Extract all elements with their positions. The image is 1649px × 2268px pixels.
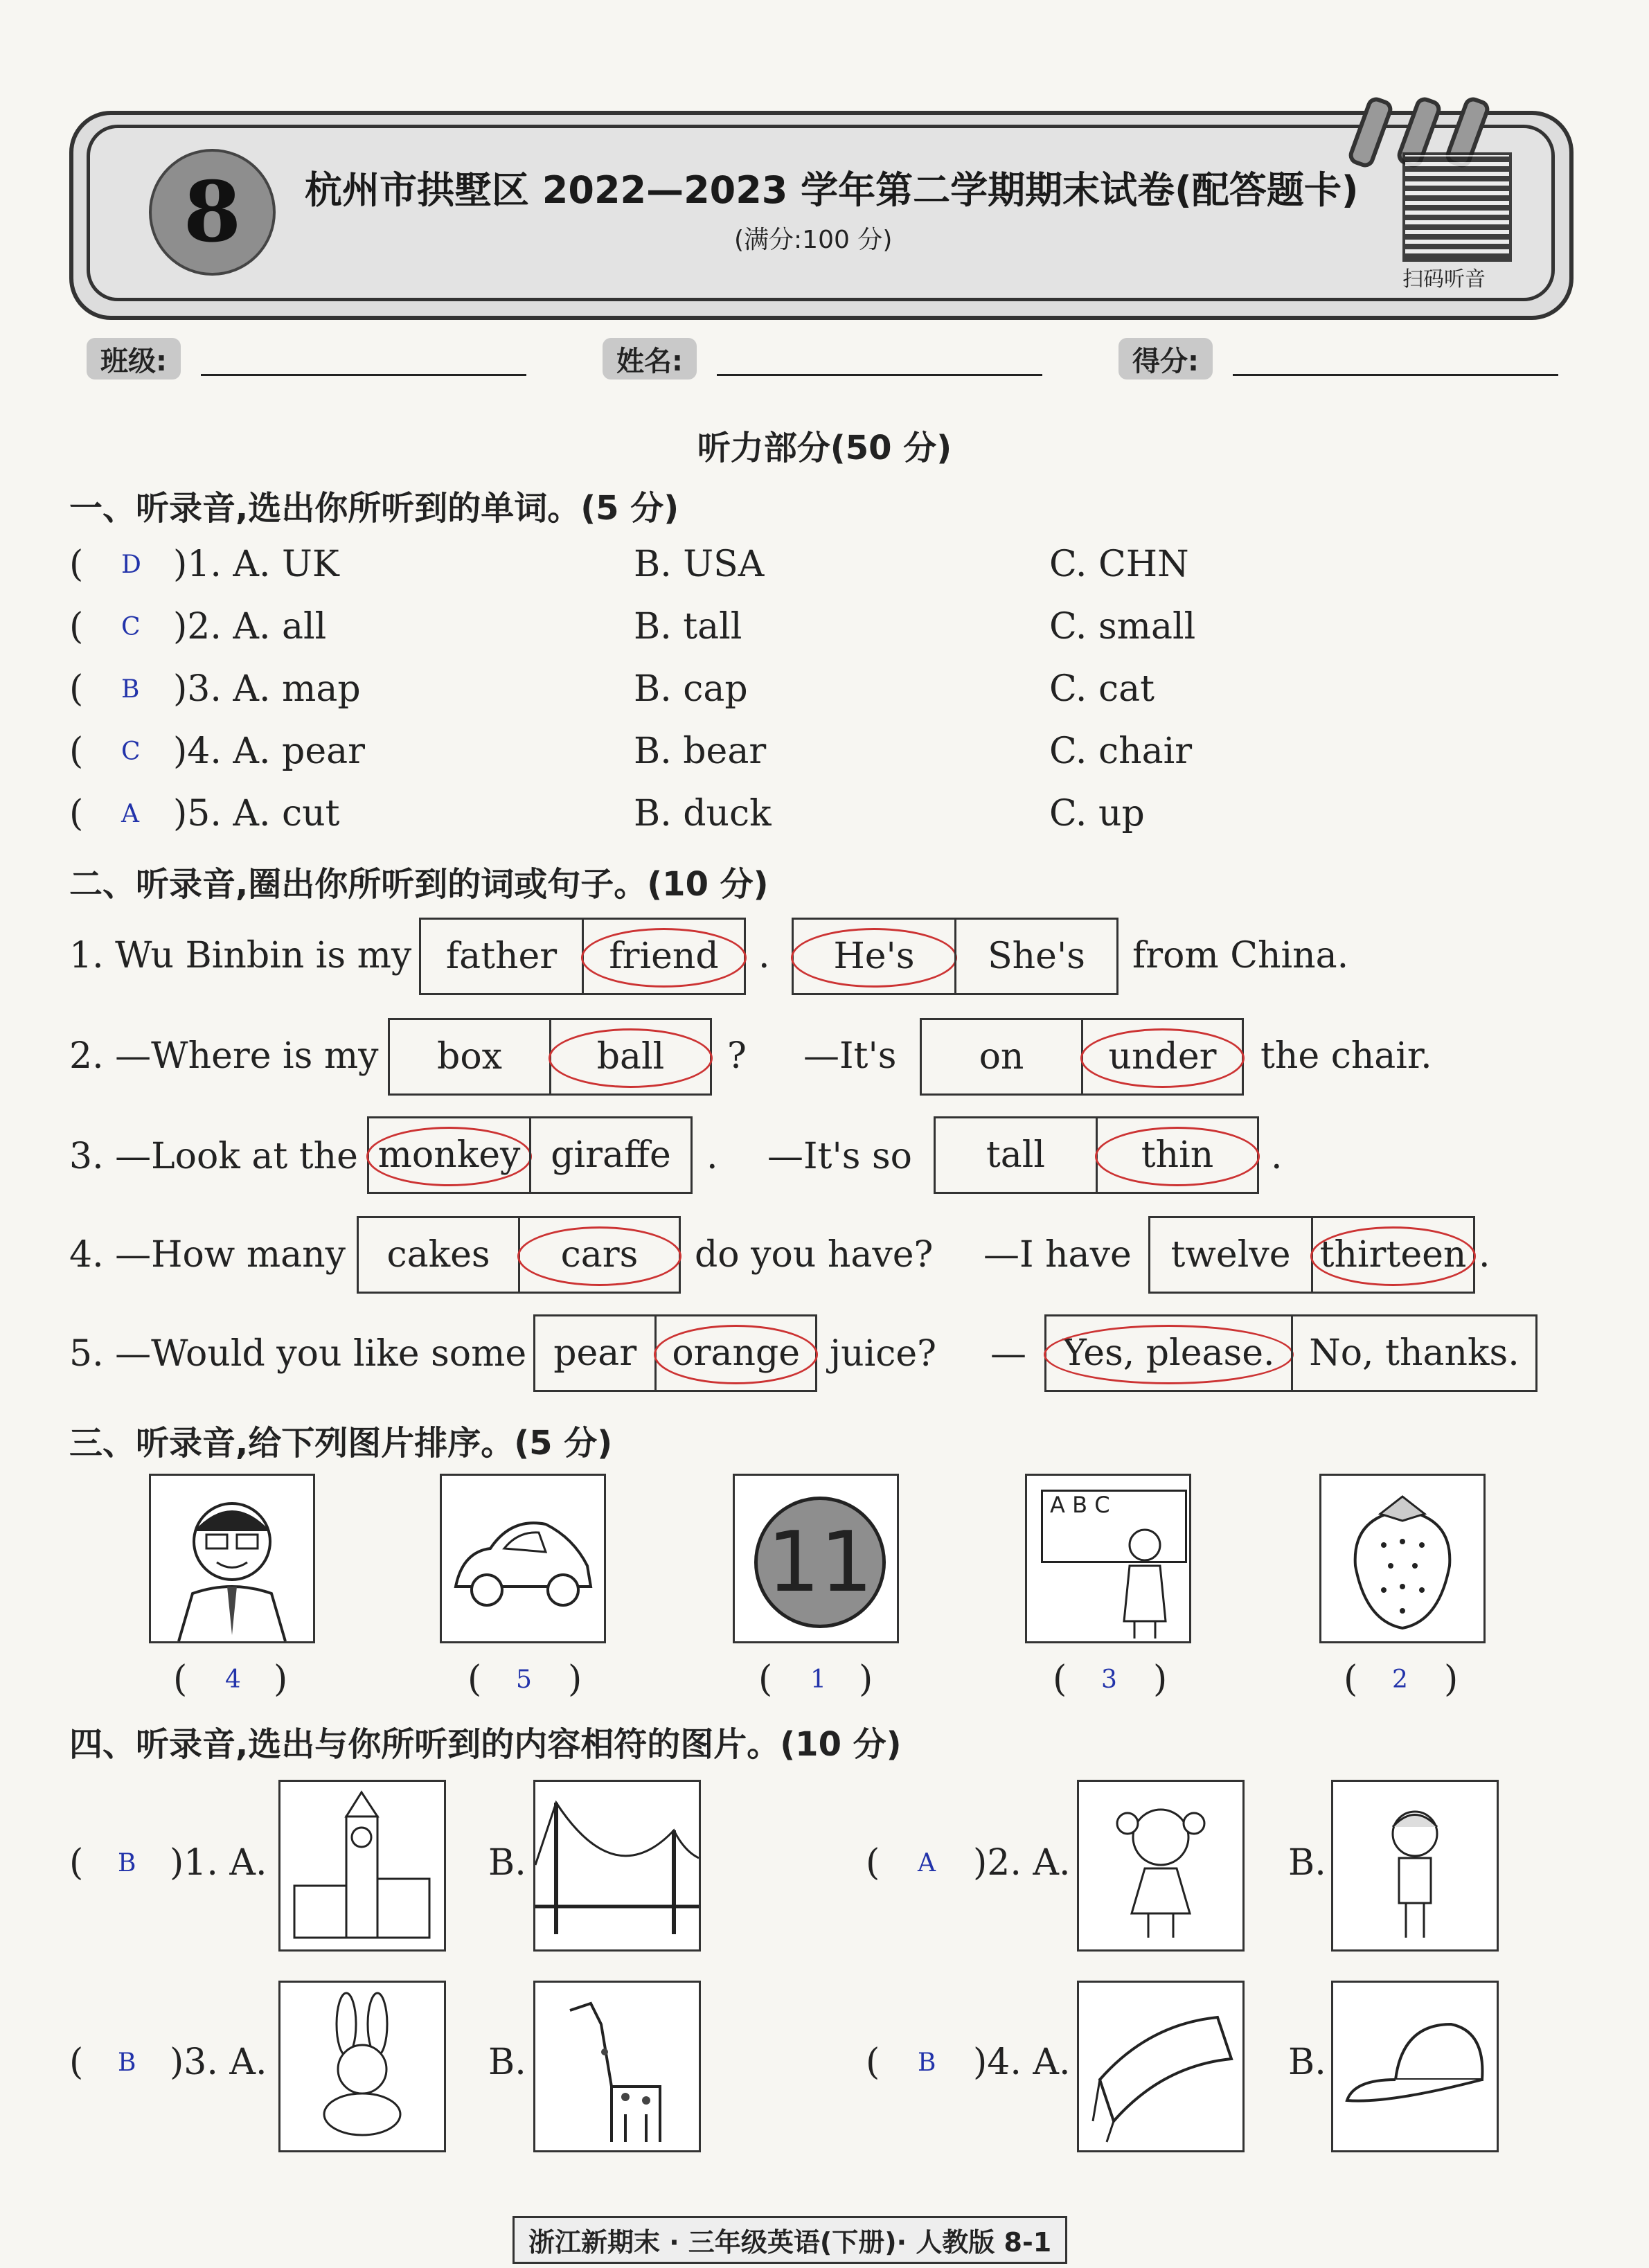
q-text: 3. —Look at the	[69, 1136, 358, 1177]
bridge-picture	[533, 1780, 701, 1952]
option-a: )4. A. pear	[173, 731, 365, 772]
order-answer: 5	[516, 1666, 532, 1694]
answer: C	[121, 738, 141, 766]
item-label: )1. A.	[170, 1842, 267, 1884]
q-text: 1. Wu Binbin is my	[69, 935, 412, 976]
choice-option[interactable]: tall	[986, 1134, 1046, 1176]
option-c: C. small	[1049, 606, 1196, 648]
q-text: —I have	[983, 1234, 1132, 1276]
choice-option[interactable]: cakes	[386, 1234, 490, 1276]
item-label: )2. A.	[973, 1842, 1071, 1884]
strawberry-icon	[1321, 1476, 1483, 1641]
scarf-icon	[1079, 1983, 1242, 2150]
name-label: 姓名:	[603, 338, 697, 380]
option-a: )3. A. map	[173, 668, 361, 710]
clock-tower-icon	[280, 1782, 444, 1949]
choice-box	[419, 918, 746, 995]
bridge-icon	[535, 1782, 699, 1949]
choice-option[interactable]: twelve	[1170, 1234, 1291, 1276]
section-2-title: 二、听录音,圈出你所听到的词或句子。(10 分)	[69, 865, 769, 904]
score-label: 得分:	[1118, 338, 1213, 380]
number-badge: 11	[754, 1497, 886, 1628]
choice-option-circled[interactable]: ball	[549, 1020, 710, 1093]
q-text: 4. —How many	[69, 1234, 346, 1276]
choice-option[interactable]: on	[979, 1036, 1024, 1078]
choice-option-circled[interactable]: under	[1081, 1020, 1242, 1093]
qr-code-icon[interactable]	[1402, 152, 1512, 262]
choice-box	[792, 918, 1118, 995]
section-1-title: 一、听录音,选出你所听到的单词。(5 分)	[69, 489, 679, 528]
q-text: ?	[727, 1035, 747, 1077]
option-b-label: B.	[488, 2042, 526, 2083]
name-field[interactable]	[717, 374, 1042, 376]
option-c: C. cat	[1049, 668, 1155, 710]
rabbit-icon	[280, 1983, 444, 2150]
q-text: —It's	[803, 1035, 897, 1077]
q-text: .	[1479, 1234, 1490, 1276]
class-field[interactable]	[201, 374, 526, 376]
score-field[interactable]	[1233, 374, 1558, 376]
q-text: —It's so	[767, 1136, 912, 1177]
answer: D	[121, 551, 141, 579]
answer: A	[918, 1849, 936, 1877]
choice-box	[357, 1216, 681, 1294]
section-4-title: 四、听录音,选出与你所听到的内容相符的图片。(10 分)	[69, 1725, 902, 1764]
girl-picture	[1077, 1780, 1245, 1952]
boy-icon	[1333, 1782, 1497, 1949]
choice-option[interactable]: pear	[553, 1332, 637, 1374]
choice-option[interactable]: box	[437, 1036, 502, 1078]
q-text: the chair.	[1260, 1035, 1432, 1077]
choice-option-circled[interactable]: thin	[1096, 1118, 1257, 1192]
choice-box	[1044, 1314, 1537, 1392]
choice-box	[533, 1314, 817, 1392]
choice-option-circled[interactable]: He's	[794, 920, 954, 993]
strawberry-picture	[1319, 1474, 1486, 1643]
choice-option[interactable]: She's	[954, 920, 1116, 993]
section-3-title: 三、听录音,给下列图片排序。(5 分)	[69, 1424, 613, 1463]
giraffe-picture	[533, 1981, 701, 2152]
q-text: .	[706, 1136, 718, 1177]
q-text: from China.	[1132, 935, 1349, 976]
teacher-icon	[1110, 1524, 1179, 1642]
choice-option[interactable]: No, thanks.	[1291, 1316, 1535, 1390]
blackboard: A B C	[1041, 1490, 1187, 1563]
q-text: .	[758, 935, 770, 976]
option-a: )2. A. all	[173, 606, 327, 648]
q-text: —	[990, 1333, 1026, 1375]
number-picture	[733, 1474, 899, 1643]
page-title: 杭州市拱墅区 2022—2023 学年第二学期期末试卷(配答题卡)	[305, 168, 1359, 212]
option-a: )1. A. UK	[173, 544, 339, 585]
qr-label: 扫码听音	[1402, 267, 1486, 292]
teacher-picture	[1025, 1474, 1191, 1643]
girl-icon	[1079, 1782, 1242, 1949]
scarf-picture	[1077, 1981, 1245, 2152]
choice-option-circled[interactable]: friend	[582, 920, 744, 993]
order-answer: 3	[1101, 1666, 1117, 1694]
option-b: B. duck	[634, 793, 772, 834]
answer: B	[118, 1849, 136, 1877]
option-a: )5. A. cut	[173, 793, 340, 834]
choice-option-circled[interactable]: thirteen	[1311, 1218, 1473, 1292]
item-label: )4. A.	[973, 2042, 1071, 2083]
answer: B	[118, 2048, 136, 2077]
option-b: B. tall	[634, 606, 742, 648]
listening-section-title: 听力部分(50 分)	[697, 429, 952, 467]
cap-icon	[1333, 1983, 1497, 2150]
choice-box	[920, 1018, 1244, 1096]
option-b: B. cap	[634, 668, 748, 710]
q-text: .	[1271, 1136, 1283, 1177]
choice-option-circled[interactable]: orange	[654, 1316, 815, 1390]
option-b: B. bear	[634, 731, 767, 772]
choice-box	[367, 1116, 693, 1194]
rabbit-picture	[278, 1981, 446, 2152]
option-c: C. CHN	[1049, 544, 1189, 585]
option-c: C. chair	[1049, 731, 1193, 772]
answer: B	[918, 2048, 936, 2077]
option-b-label: B.	[1288, 2042, 1326, 2083]
order-answer: 1	[810, 1666, 826, 1694]
option-b-label: B.	[1288, 1842, 1326, 1884]
car-picture	[440, 1474, 606, 1643]
option-b-label: B.	[488, 1842, 526, 1884]
choice-box	[934, 1116, 1259, 1194]
boy-picture	[1331, 1780, 1499, 1952]
q-text: 2. —Where is my	[69, 1035, 379, 1077]
option-b: B. USA	[634, 544, 765, 585]
answer: A	[121, 800, 139, 828]
man-icon	[151, 1476, 313, 1641]
choice-option-circled[interactable]: Yes, please.	[1046, 1316, 1291, 1390]
answer: C	[121, 613, 141, 641]
cap-picture	[1331, 1981, 1499, 2152]
choice-option[interactable]: giraffe	[529, 1118, 690, 1192]
giraffe-icon	[535, 1983, 699, 2150]
tower-picture	[278, 1780, 446, 1952]
q-text: do you have?	[695, 1234, 934, 1276]
choice-box	[1148, 1216, 1475, 1294]
page-subtitle: (满分:100 分)	[734, 226, 893, 254]
q-text: juice?	[830, 1333, 937, 1375]
choice-option-circled[interactable]: monkey	[369, 1118, 529, 1192]
footer-label: 浙江新期末 · 三年级英语(下册)· 人教版 8-1	[512, 2216, 1067, 2264]
order-answer: 4	[225, 1666, 241, 1694]
paper-number-badge: 8	[149, 149, 276, 276]
choice-option-circled[interactable]: cars	[518, 1218, 679, 1292]
answer: B	[121, 675, 140, 704]
choice-box	[388, 1018, 712, 1096]
q-text: 5. —Would you like some	[69, 1333, 527, 1375]
car-icon	[442, 1476, 604, 1641]
option-c: C. up	[1049, 793, 1145, 834]
class-label: 班级:	[87, 338, 181, 380]
order-answer: 2	[1392, 1666, 1408, 1694]
man-picture	[149, 1474, 315, 1643]
item-label: )3. A.	[170, 2042, 267, 2083]
choice-option[interactable]: father	[445, 936, 558, 977]
